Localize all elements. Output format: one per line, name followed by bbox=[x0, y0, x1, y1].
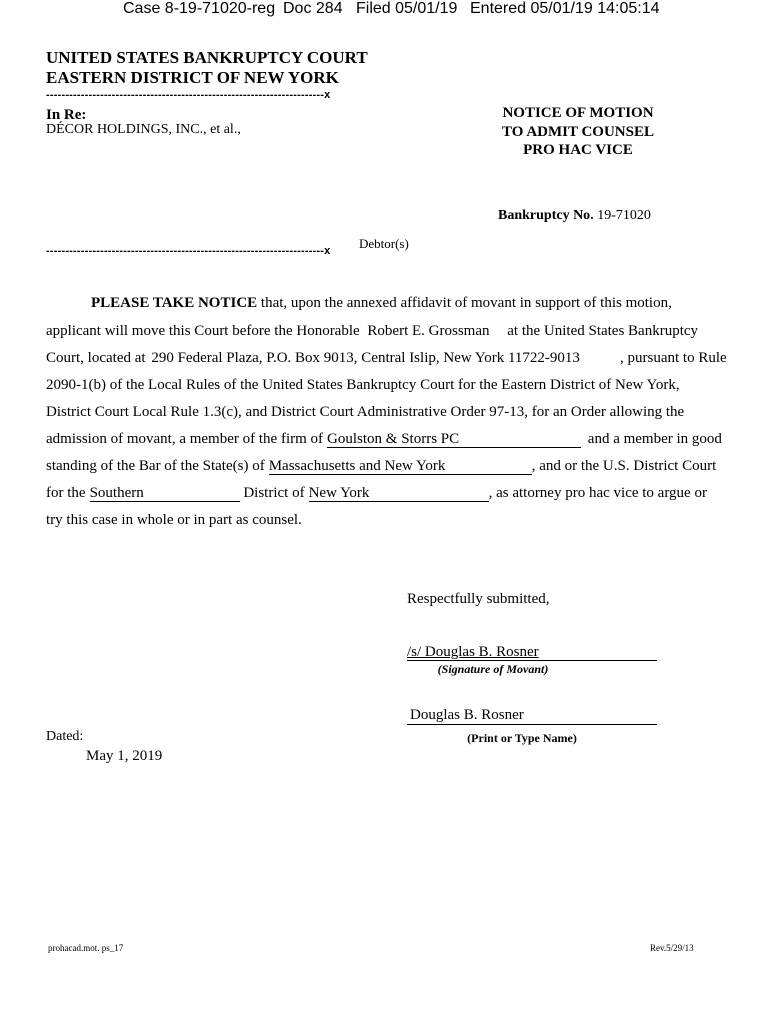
doc-number: Doc 284 bbox=[283, 0, 343, 17]
body-line-4: 2090-1(b) of the Local Rules of the United States Bankruptcy Court for the Eastern District of New York, bbox=[46, 377, 680, 393]
form-id: prohacad.mot. ps_17 bbox=[48, 943, 124, 953]
entered-date: Entered 05/01/19 14:05:14 bbox=[470, 0, 660, 17]
body-text: , as attorney pro hac vice to argue or bbox=[488, 485, 707, 501]
bankruptcy-label: Bankruptcy No. bbox=[498, 208, 594, 223]
dated-value: May 1, 2019 bbox=[86, 748, 163, 764]
notice-lead: PLEASE TAKE NOTICE bbox=[91, 295, 258, 311]
signature-label: (Signature of Movant) bbox=[437, 662, 549, 676]
body-text: , and or the U.S. District Court bbox=[531, 458, 717, 474]
print-name-label: (Print or Type Name) bbox=[467, 731, 577, 745]
body-line-3 bbox=[46, 350, 580, 367]
body-text: at the United States Bankruptcy bbox=[507, 323, 699, 339]
bankruptcy-no-value: 19-71020 bbox=[597, 208, 651, 223]
signature-field bbox=[407, 644, 657, 661]
body-text: applicant will move this Court before the Honorable bbox=[46, 323, 360, 339]
body-line-2 bbox=[46, 323, 698, 340]
district-direction-value: Southern bbox=[89, 485, 144, 501]
body-line-1-rest: that, upon the annexed affidavit of movant in support of this motion, bbox=[257, 295, 672, 311]
debtor-name: DÉCOR HOLDINGS, INC., et al., bbox=[46, 122, 241, 137]
bankruptcy-number bbox=[498, 208, 651, 224]
firm-field bbox=[327, 432, 581, 448]
caption-divider-top: ------------------------------------------------------------------------x bbox=[46, 89, 331, 101]
district-direction-field bbox=[90, 486, 240, 502]
title-line-2: TO ADMIT COUNSEL bbox=[502, 124, 654, 140]
court-location-field: 290 Federal Plaza, P.O. Box 9013, Central Islip, New York 11722-9013 bbox=[151, 350, 580, 366]
states-value: Massachusetts and New York bbox=[268, 458, 446, 474]
body-line-1 bbox=[91, 295, 672, 312]
in-re-label: In Re: bbox=[46, 107, 87, 123]
revision-date: Rev.5/29/13 bbox=[650, 943, 694, 953]
body-line-3-end: , pursuant to Rule bbox=[620, 350, 727, 366]
print-name-value: Douglas B. Rosner bbox=[410, 707, 524, 723]
closing: Respectfully submitted, bbox=[407, 591, 550, 607]
body-text: for the bbox=[46, 485, 86, 501]
states-field bbox=[269, 459, 532, 475]
district-state-value: New York bbox=[308, 485, 370, 501]
firm-value: Goulston & Storrs PC bbox=[327, 431, 460, 447]
body-text: standing of the Bar of the State(s) of bbox=[46, 458, 265, 474]
district-state-field bbox=[309, 486, 489, 502]
body-line-9: try this case in whole or in part as counsel. bbox=[46, 512, 302, 528]
body-text: and a member in good bbox=[587, 431, 722, 447]
body-text: District of bbox=[243, 485, 305, 501]
body-line-7 bbox=[46, 458, 716, 475]
case-number: Case 8-19-71020-reg bbox=[123, 0, 276, 17]
title-line-3: PRO HAC VICE bbox=[523, 142, 633, 158]
signature-value: /s/ Douglas B. Rosner bbox=[407, 644, 539, 660]
judge-field: Robert E. Grossman bbox=[367, 323, 490, 339]
body-text: Court, located at bbox=[46, 350, 146, 366]
body-line-5: District Court Local Rule 1.3(c), and District Court Administrative Order 97-13, for an Order allowing the bbox=[46, 404, 685, 420]
court-district: EASTERN DISTRICT OF NEW YORK bbox=[46, 68, 339, 87]
dated-label: Dated: bbox=[46, 729, 84, 744]
debtor-label: Debtor(s) bbox=[359, 236, 409, 251]
court-name: UNITED STATES BANKRUPTCY COURT bbox=[46, 48, 368, 67]
title-line-1: NOTICE OF MOTION bbox=[502, 105, 654, 121]
print-name-field bbox=[407, 707, 657, 725]
caption-divider-bottom: ------------------------------------------------------------------------x bbox=[46, 245, 331, 257]
filed-date: Filed 05/01/19 bbox=[356, 0, 458, 17]
body-text: admission of movant, a member of the firm of bbox=[46, 431, 324, 447]
body-line-6 bbox=[46, 431, 722, 448]
body-line-8 bbox=[46, 485, 707, 502]
